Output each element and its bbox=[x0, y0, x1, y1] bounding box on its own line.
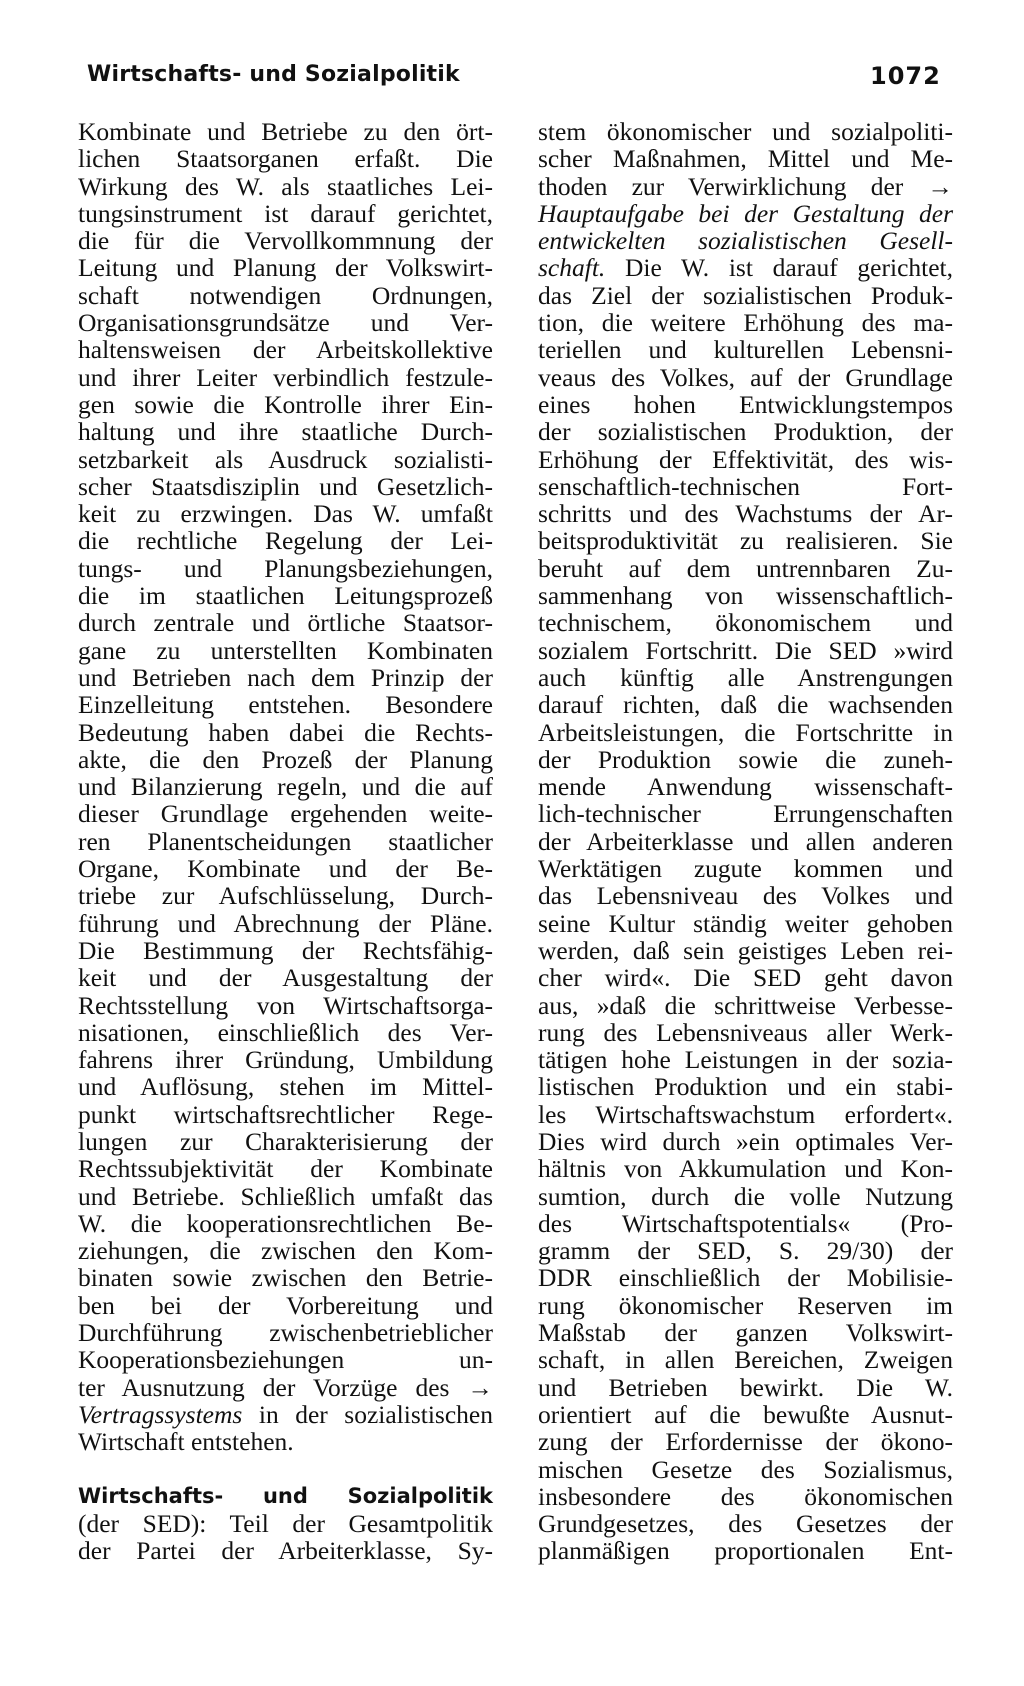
page-number: 1072 bbox=[870, 62, 941, 90]
text-line: technischem, ökonomischem und bbox=[538, 608, 953, 638]
text-line: das Ziel der sozialistischen Produk- bbox=[538, 280, 953, 310]
text-line: listischen Produktion und ein stabi- bbox=[538, 1072, 953, 1102]
text-line: haltensweisen der Arbeitskollektive bbox=[78, 335, 493, 365]
text-line: Wirkung des W. als staatliches Lei- bbox=[78, 171, 493, 201]
right-column bbox=[538, 118, 953, 1565]
cross-reference: schaft. bbox=[538, 253, 606, 283]
text-line: Kombinate und Betriebe zu den ört- bbox=[78, 117, 493, 146]
entry-heading: Wirtschafts- und Sozialpolitik bbox=[78, 1483, 493, 1508]
text-line: und Betriebe. Schließlich umfaßt das bbox=[78, 1181, 493, 1211]
text-line: schaft notwendigen Ordnungen, bbox=[78, 280, 493, 310]
text-line: lungen zur Charakterisierung der bbox=[78, 1126, 493, 1156]
text-line: cher wird«. Die SED geht davon bbox=[538, 963, 953, 993]
text-line: beruht auf dem untrennbaren Zu- bbox=[538, 553, 953, 583]
text-line: Die Bestimmung der Rechtsfähig- bbox=[78, 935, 493, 965]
text-line: Rechtssubjektivität der Kombinate bbox=[78, 1154, 493, 1184]
text-line: Maßstab der ganzen Volkswirt- bbox=[538, 1318, 953, 1348]
text-line: eines hohen Entwicklungstempos bbox=[538, 389, 953, 419]
text-line: tungs- und Planungsbeziehungen, bbox=[78, 553, 493, 583]
text-line: das Lebensniveau des Volkes und bbox=[538, 881, 953, 911]
text-line: und Auflösung, stehen im Mittel- bbox=[78, 1072, 493, 1102]
text-line: dieser Grundlage ergehenden weite- bbox=[78, 799, 493, 829]
text-line bbox=[78, 1401, 493, 1428]
text-line: seine Kultur ständig weiter gehoben bbox=[538, 908, 953, 938]
text-line: orientiert auf die bewußte Ausnut- bbox=[538, 1399, 953, 1429]
text-line: haltung und ihre staatliche Durch- bbox=[78, 417, 493, 447]
text-line: und ihrer Leiter verbindlich festzule- bbox=[78, 362, 493, 392]
text-line: schritts und des Wachstums der Ar- bbox=[538, 499, 953, 529]
text-line: Durchführung zwischenbetrieblicher bbox=[78, 1318, 493, 1348]
text-line: ben bei der Vorbereitung und bbox=[78, 1290, 493, 1320]
text-line: Werktätigen zugute kommen und bbox=[538, 854, 953, 884]
text-line: rung des Lebensniveaus aller Werk- bbox=[538, 1017, 953, 1047]
text-line: gen sowie die Kontrolle ihrer Ein- bbox=[78, 389, 493, 419]
text-line: sammenhang von wissenschaftlich- bbox=[538, 581, 953, 611]
left-column bbox=[78, 118, 493, 1564]
text-line: rung ökonomischer Reserven im bbox=[538, 1290, 953, 1320]
text-line: zung der Erfordernisse der ökono- bbox=[538, 1427, 953, 1457]
cross-reference: entwickelten sozialistischen Gesell- bbox=[538, 226, 953, 256]
text-line: und Bilanzierung regeln, und die auf bbox=[78, 772, 493, 802]
text-line: die im staatlichen Leitungsprozeß bbox=[78, 581, 493, 611]
text-fragment: Die W. ist darauf gerichtet, bbox=[605, 253, 953, 283]
text-line: der Partei der Arbeiterklasse, Sy- bbox=[78, 1536, 493, 1566]
text-fragment: in der sozialistischen bbox=[242, 1399, 493, 1429]
text-line: veaus des Volkes, auf der Grundlage bbox=[538, 362, 953, 392]
text-line: lich-technischer Errungenschaften bbox=[538, 799, 953, 829]
text-line: der Produktion sowie die zuneh- bbox=[538, 744, 953, 774]
text-line: teriellen und kulturellen Lebensni- bbox=[538, 335, 953, 365]
text-line: Erhöhung der Effektivität, des wis- bbox=[538, 444, 953, 474]
text-line: Arbeitsleistungen, die Fortschritte in bbox=[538, 717, 953, 747]
text-line: Dies wird durch »ein optimales Ver- bbox=[538, 1126, 953, 1156]
text-line: die für die Vervollkommnung der bbox=[78, 226, 493, 256]
text-line: binaten sowie zwischen den Betrie- bbox=[78, 1263, 493, 1293]
text-line: scher Maßnahmen, Mittel und Me- bbox=[538, 144, 953, 174]
text-line: durch zentrale und örtliche Staatsor- bbox=[78, 608, 493, 638]
text-line: aus, »daß die schrittweise Verbesse- bbox=[538, 990, 953, 1020]
text-line: des Wirtschaftspotentials« (Pro- bbox=[538, 1208, 953, 1238]
text-line: punkt wirtschaftsrechtlicher Rege- bbox=[78, 1099, 493, 1129]
text-line: tion, die weitere Erhöhung des ma- bbox=[538, 308, 953, 338]
text-line: tätigen hohe Leistungen in der sozia- bbox=[538, 1045, 953, 1075]
text-line: Wirtschaft entstehen. bbox=[78, 1427, 294, 1457]
text-line: und Betrieben bewirkt. Die W. bbox=[538, 1372, 953, 1402]
text-line: fahrens ihrer Gründung, Umbildung bbox=[78, 1045, 493, 1075]
text-line: sozialem Fortschritt. Die SED »wird bbox=[538, 635, 953, 665]
cross-reference: Hauptaufgabe bei der Gestaltung der bbox=[538, 198, 953, 228]
text-line: akte, die den Prozeß der Planung bbox=[78, 744, 493, 774]
text-line: führung und Abrechnung der Pläne. bbox=[78, 908, 493, 938]
text-line: werden, daß sein geistiges Leben rei- bbox=[538, 935, 953, 965]
text-line: keit zu erzwingen. Das W. umfaßt bbox=[78, 499, 493, 529]
text-line: setzbarkeit als Ausdruck sozialisti- bbox=[78, 444, 493, 474]
text-line: mende Anwendung wissenschaft- bbox=[538, 772, 953, 802]
text-line: hältnis von Akkumulation und Kon- bbox=[538, 1154, 953, 1184]
text-line: keit und der Ausgestaltung der bbox=[78, 963, 493, 993]
text-line: die rechtliche Regelung der Lei- bbox=[78, 526, 493, 556]
text-line: Bedeutung haben dabei die Rechts- bbox=[78, 717, 493, 747]
text-line: W. die kooperationsrechtlichen Be- bbox=[78, 1208, 493, 1238]
text-line: triebe zur Aufschlüsselung, Durch- bbox=[78, 881, 493, 911]
text-line: Rechtsstellung von Wirtschaftsorga- bbox=[78, 990, 493, 1020]
text-line: ren Planentscheidungen staatlicher bbox=[78, 826, 493, 856]
text-line: der sozialistischen Produktion, der bbox=[538, 417, 953, 447]
text-line: les Wirtschaftswachstum erfordert«. bbox=[538, 1099, 953, 1129]
text-line: beitsproduktivität zu realisieren. Sie bbox=[538, 526, 953, 556]
text-line: darauf richten, daß die wachsenden bbox=[538, 690, 953, 720]
text-line: mischen Gesetze des Sozialismus, bbox=[538, 1454, 953, 1484]
text-line: Organe, Kombinate und der Be- bbox=[78, 854, 493, 884]
text-line: schaft, in allen Bereichen, Zweigen bbox=[538, 1345, 953, 1375]
text-line: Organisationsgrundsätze und Ver- bbox=[78, 308, 493, 338]
text-line: tungsinstrument ist darauf gerichtet, bbox=[78, 198, 493, 228]
text-line: stem ökonomischer und sozialpoliti- bbox=[538, 117, 953, 146]
text-line: lichen Staatsorganen erfaßt. Die bbox=[78, 144, 493, 174]
text-line: nisationen, einschließlich des Ver- bbox=[78, 1017, 493, 1047]
text-line: ter Ausnutzung der Vorzüge des → bbox=[78, 1372, 493, 1402]
cross-reference: Vertragssystems bbox=[78, 1399, 243, 1429]
text-line: thoden zur Verwirklichung der → bbox=[538, 171, 953, 201]
text-line: planmäßigen proportionalen Ent- bbox=[538, 1536, 953, 1566]
text-line: DDR einschließlich der Mobilisie- bbox=[538, 1263, 953, 1293]
text-line: ziehungen, die zwischen den Kom- bbox=[78, 1236, 493, 1266]
text-line: der Arbeiterklasse und allen anderen bbox=[538, 826, 953, 856]
running-head: Wirtschafts- und Sozialpolitik bbox=[87, 62, 460, 87]
text-line: insbesondere des ökonomischen bbox=[538, 1481, 953, 1511]
text-line: gane zu unterstellten Kombinaten bbox=[78, 635, 493, 665]
text-line: Grundgesetzes, des Gesetzes der bbox=[538, 1509, 953, 1539]
text-line: scher Staatsdisziplin und Gesetzlich- bbox=[78, 471, 493, 501]
text-line: gramm der SED, S. 29/30) der bbox=[538, 1236, 953, 1266]
text-line: und Betrieben nach dem Prinzip der bbox=[78, 662, 493, 692]
text-line: senschaftlich-technischen Fort- bbox=[538, 471, 953, 501]
text-line: Einzelleitung entstehen. Besondere bbox=[78, 690, 493, 720]
text-line: auch künftig alle Anstrengungen bbox=[538, 662, 953, 692]
text-line bbox=[538, 254, 953, 281]
text-line: Leitung und Planung der Volkswirt- bbox=[78, 253, 493, 283]
text-line: (der SED): Teil der Gesamtpolitik bbox=[78, 1508, 493, 1538]
text-line: sumtion, durch die volle Nutzung bbox=[538, 1181, 953, 1211]
text-line: Kooperationsbeziehungen un- bbox=[78, 1345, 493, 1375]
